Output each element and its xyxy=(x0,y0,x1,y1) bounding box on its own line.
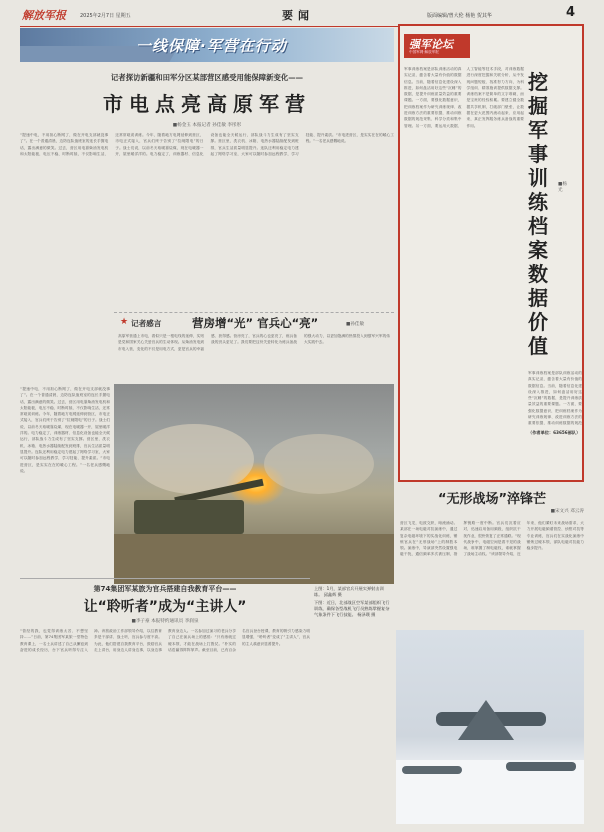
sidebar-body-bottom-text: 军事训练档案是部队训练活动的真实记录，蕴含着大量有价值的数据信息。当前，随着信息化建设深入推进，如何盘活用好这些“沉睡”的数据，是提升训练质量效益的重要课题。一方面，要强化数据意识，把训练档案作为研究训练规律、改进训练方法的重要依据，推动训练数据的规范 xyxy=(528,371,582,426)
lead-headline: 市电点亮高原军营 xyxy=(103,92,311,116)
smoke-cloud xyxy=(264,434,374,494)
commentary-box xyxy=(114,312,394,383)
commentary-body: 高原军营通上市电，看似只是一根电线的延伸，实则是党和国家关心关爱官兵的生动体现。从柴油发电到市电入营，变化的不仅是用电方式，更是官兵的幸福感、获得感。营房亮了，官兵的心也更亮了，练兵备战的劲头更足了。我们要把这份关爱转化为练兵备战的强大动力，以更加饱满的热情投入到强军兴军的伟大实践中去。 xyxy=(118,334,390,351)
sidebar-headline: 挖掘军事训练档案数据价值 xyxy=(528,70,548,358)
lead-continuation-text: “提速中电，不用担心断网了，做在开电支部就没事了”。在一个普通清晨，边防连队值班室的连长手握电话，露出满意的微笑。过去，营区用电靠柴油发电机和太阳能板，电压不稳、时断时续，不仅影响生活，还常常耽误训练。今年，随着地方电网延伸到营区，市电正式接入，官兵们终于告别了“拉闸限电”的日子。战士们说，以前冬天取暖靠烧煤，现在电暖器一开，屋里暖洋洋的。电力稳定了，训练器材、信息化设备也能全天候运行，部队战斗力生成有了坚实支撑。营区里，洗衣机、冰箱、电热水器陆续配发到班排，官兵生活质量明显提升。连队还利用稳定电力建起了网络学习室，大家可以随时参加远程教学，学习技能、提升素质。“市电进营区，是实实在在的暖心工程。”一名老兵感慨地说。 xyxy=(20,387,110,473)
column-badge-title: 强军论坛 xyxy=(409,38,453,51)
listener-body-columns xyxy=(20,628,310,824)
banner-title: 一线保障·军营在行动 xyxy=(136,37,287,55)
lead-continuation xyxy=(20,386,110,574)
gun-vehicle xyxy=(134,500,244,534)
listener-kicker: 第74集团军某旅为官兵搭建自我教育平台—— xyxy=(93,585,237,593)
photo-caption-2: 下图：近日，北部战区空军某部组织飞行训练，确保各型战机飞行员熟练掌握复杂气象条件下飞行技能。 杨泽璞 摄 xyxy=(314,600,390,617)
column-badge xyxy=(404,34,470,58)
lead-byline: ■杨金玉 本报记者 孙佳敏 李彤彤 xyxy=(172,123,242,128)
sidebar-byline: ■杨 光 xyxy=(558,182,567,193)
battlefield-body-columns xyxy=(400,520,584,626)
listener-rule xyxy=(20,578,310,579)
listener-body: “曾经的我，也觉得训练太苦、不想坚持……”日前，第74集团军某旅一堂特色教育课上，一名士兵讲述了自己从懈怠到奋进的成长经历，台下官兵听得专注入神。该旅政治工作部领导介绍，以往教育多是干部讲、战士听，官兵参与度不高。为此，他们搭建自我教育平台，鼓励官兵走上讲台，用身边人讲身边事，以身边事教育身边人。一名参加过演习的老兵分享了自己在演兵场上的感悟：“只有练就过硬本领，才能在战场上打胜仗。”朴实的话语赢得阵阵掌声。截至目前，已有百余名官兵登台授课，教育的吸引力感染力明显增强，“聆听者”变成了“主讲人”，官兵的主人翁意识显著提升。 xyxy=(20,629,310,652)
column-badge-subtitle: 中国军网·解放军报 xyxy=(409,50,439,54)
banner xyxy=(20,28,394,62)
lead-body-columns xyxy=(20,132,394,308)
sidebar-body-left xyxy=(404,66,524,434)
jet-silhouette xyxy=(506,762,576,771)
page-number: 4 xyxy=(566,5,576,20)
lead-kicker: 记者探访新疆和田军分区某部营区感受用能保障新变化—— xyxy=(110,73,304,82)
commentary-headline: 营房增“光” 官兵心“亮” xyxy=(192,316,319,330)
photo-caption-1: 上图：1月，某部官兵开展实弹射击训练。 邱鑫辉 摄 xyxy=(314,586,384,597)
commentary-kicker-badge xyxy=(120,317,184,330)
lead-body: “提速中电，不用担心断网了，做在开电支部就没事了”。在一个普通清晨，边防连队值班室的连长手握电话，露出满意的微笑。过去，营区用电靠柴油发电机和太阳能板，电压不稳、时断时续，不仅影响生活，还常常耽误训练。今年，随着地方电网延伸到营区，市电正式接入，官兵们终于告别了“拉闸限电”的日子。战士们说，以前冬天取暖靠烧煤，现在电暖器一开，屋里暖洋洋的。电力稳定了，训练器材、信息化设备也能全天候运行，部队战斗力生成有了坚实支撑。营区里，洗衣机、冰箱、电热水器陆续配发到班排，官兵生活质量明显提升。连队还利用稳定电力建起了网络学习室，大家可以随时参加远程教学，学习技能、提升素质。“市电进营区，是实实在在的暖心工程。”一名老兵感慨地说。 xyxy=(20,133,394,156)
fighter-jet-photo xyxy=(396,630,584,824)
commentary-body-columns xyxy=(118,333,390,383)
listener-byline: ■李子豪 本报特约通讯员 李润泉 xyxy=(131,619,199,624)
listener-headline: 让“聆听者”成为“主讲人” xyxy=(83,599,247,615)
star-icon: ★ xyxy=(120,317,129,327)
newspaper-logo: 解放军报 xyxy=(22,9,66,22)
sidebar-body-bottom xyxy=(528,370,582,426)
section-title: 要闻 xyxy=(282,9,314,22)
date-line: 2025年2月7日 星期五 xyxy=(80,13,131,19)
page-editors: 版面编辑/曾大伦 杨艳 贺其华 xyxy=(427,13,492,19)
battlefield-byline: ■宋文兴 邓云涛 xyxy=(550,509,584,514)
sidebar-body: 军事训练档案是部队训练活动的真实记录，蕴含着大量有价值的数据信息。当前，随着信息化建设深入推进，如何盘活用好这些“沉睡”的数据，是提升训练质量效益的重要课题。一方面，要强化数据意识，把训练档案作为研究训练规律、改进训练方法的重要依据，推动训练数据的规范采集、科学分类和集中管理。另一方面，要运用大数据、人工智能等技术手段，对训练数据进行深度挖掘和关联分析，从中发现问题短板、找准努力方向，为科学组训、精准施训提供数据支撑。训练档案不是简单的文字堆砌，而是宝贵的经验积累。要建立健全数据共享机制，打破部门壁垒，让数据在更大范围内流动起来、应用起来，真正发挥服务练兵备战的重要作用。 xyxy=(404,67,524,128)
jet-silhouette xyxy=(402,766,462,774)
artillery-photo xyxy=(114,384,394,584)
sidebar-author-note: （作者单位：63656部队） xyxy=(528,430,581,435)
battlefield-headline: “无形战场”淬锋芒 xyxy=(437,492,547,507)
battlefield-body: 营区飞龙，电波交织，暗流涌动。某部在一场电磁对抗演练中，通过复杂电磁环境下的实战化训练，锤炼官兵在“无形战场”上的制胜本领。演练中，导演部突然设置强电磁干扰，通信频率多次被压制，指挥链路一度中断。官兵们沉着应对，迅速启用备用频段，组织抗干扰作业，很快恢复了正常通联。“现代战争中，电磁空间是看不见的战场，谁掌握了制电磁权，谁就掌握了战场主动权。”该部领导介绍，近年来，他们紧盯未来战场需求，大力开展电磁频谱管控、侦察对抗等专业训练，官兵们在实战化演练中锤炼过硬本领，部队电磁对抗能力稳步提升。 xyxy=(400,521,584,557)
commentary-byline: ■孙佳敏 xyxy=(346,322,365,327)
commentary-kicker: 记者感言 xyxy=(131,319,162,328)
sidebar-box xyxy=(398,24,584,482)
ground-shape xyxy=(114,534,394,584)
